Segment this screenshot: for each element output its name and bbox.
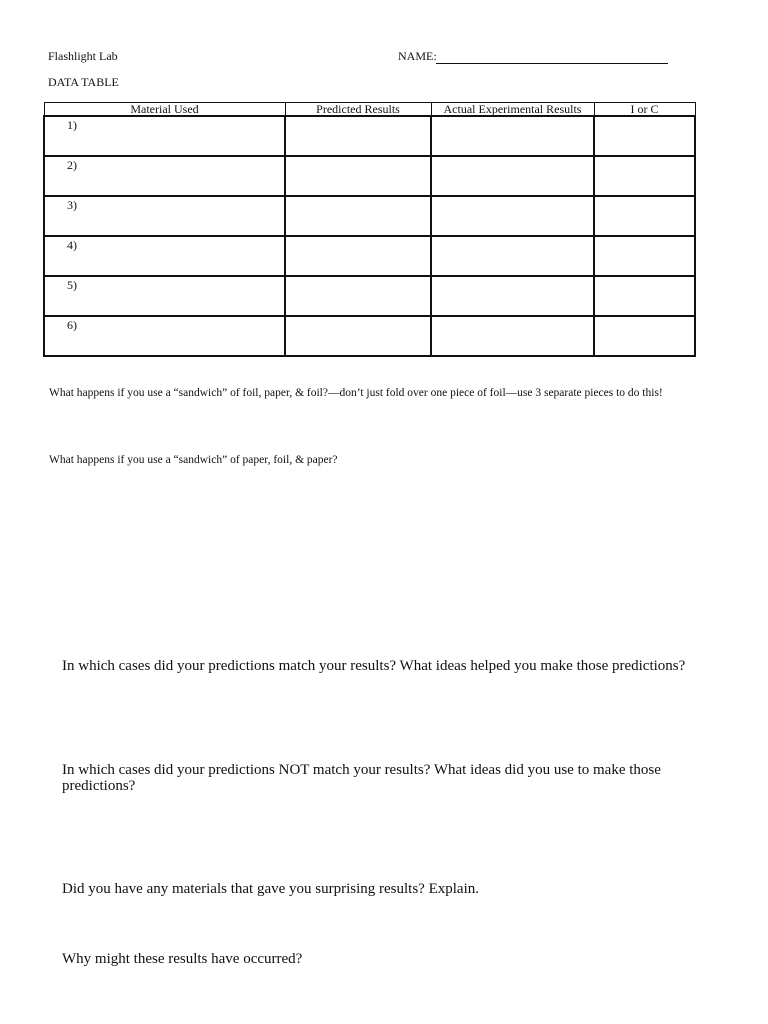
row-number: 5): [67, 278, 77, 292]
predicted-cell[interactable]: [285, 116, 431, 156]
question-why-results: Why might these results have occurred?: [62, 951, 303, 967]
table-row: [44, 116, 695, 156]
material-cell[interactable]: [44, 156, 285, 196]
table-row: [44, 156, 695, 196]
question-paper-foil-paper: What happens if you use a “sandwich” of paper, foil, & paper?: [49, 454, 338, 466]
table-row: [44, 236, 695, 276]
row-number: 3): [67, 198, 77, 212]
question-surprising-results: Did you have any materials that gave you surprising results? Explain.: [62, 881, 479, 897]
i-or-c-cell[interactable]: [594, 156, 695, 196]
i-or-c-cell[interactable]: [594, 116, 695, 156]
material-cell[interactable]: [44, 116, 285, 156]
material-cell[interactable]: [44, 196, 285, 236]
material-cell[interactable]: [44, 276, 285, 316]
table-row: [44, 276, 695, 316]
actual-cell[interactable]: [431, 156, 594, 196]
actual-cell[interactable]: [431, 316, 594, 356]
name-label: NAME:: [398, 49, 437, 63]
actual-cell[interactable]: [431, 276, 594, 316]
actual-cell[interactable]: [431, 236, 594, 276]
table-row: [44, 196, 695, 236]
actual-cell[interactable]: [431, 116, 594, 156]
row-number: 2): [67, 158, 77, 172]
predicted-cell[interactable]: [285, 196, 431, 236]
predicted-cell[interactable]: [285, 156, 431, 196]
table-header-row: [44, 103, 695, 117]
predicted-cell[interactable]: [285, 316, 431, 356]
i-or-c-cell[interactable]: [594, 276, 695, 316]
actual-cell[interactable]: [431, 196, 594, 236]
i-or-c-cell[interactable]: [594, 316, 695, 356]
data-table: [43, 102, 696, 357]
row-number: 1): [67, 118, 77, 132]
row-number: 6): [67, 318, 77, 332]
question-predictions-match: In which cases did your predictions match your results? What ideas helped you make those predictions?: [62, 658, 686, 674]
data-table-label: DATA TABLE: [48, 75, 119, 89]
material-cell[interactable]: [44, 316, 285, 356]
header-actual-results: Actual Experimental Results: [431, 103, 594, 117]
name-blank-line[interactable]: [436, 63, 668, 64]
question-predictions-not-match: In which cases did your predictions NOT match your results? What ideas did you use to make those predictions?: [62, 762, 661, 794]
row-number: 4): [67, 238, 77, 252]
predicted-cell[interactable]: [285, 236, 431, 276]
material-cell[interactable]: [44, 236, 285, 276]
i-or-c-cell[interactable]: [594, 196, 695, 236]
header-i-or-c: I or C: [594, 103, 695, 117]
table-row: [44, 316, 695, 356]
question-foil-paper-foil: What happens if you use a “sandwich” of foil, paper, & foil?—don’t just fold over one piece of foil—use 3 separate pieces to do this!: [49, 387, 663, 399]
predicted-cell[interactable]: [285, 276, 431, 316]
header-material-used: Material Used: [44, 103, 285, 117]
i-or-c-cell[interactable]: [594, 236, 695, 276]
header-predicted-results: Predicted Results: [285, 103, 431, 117]
lab-title: Flashlight Lab: [48, 49, 118, 63]
